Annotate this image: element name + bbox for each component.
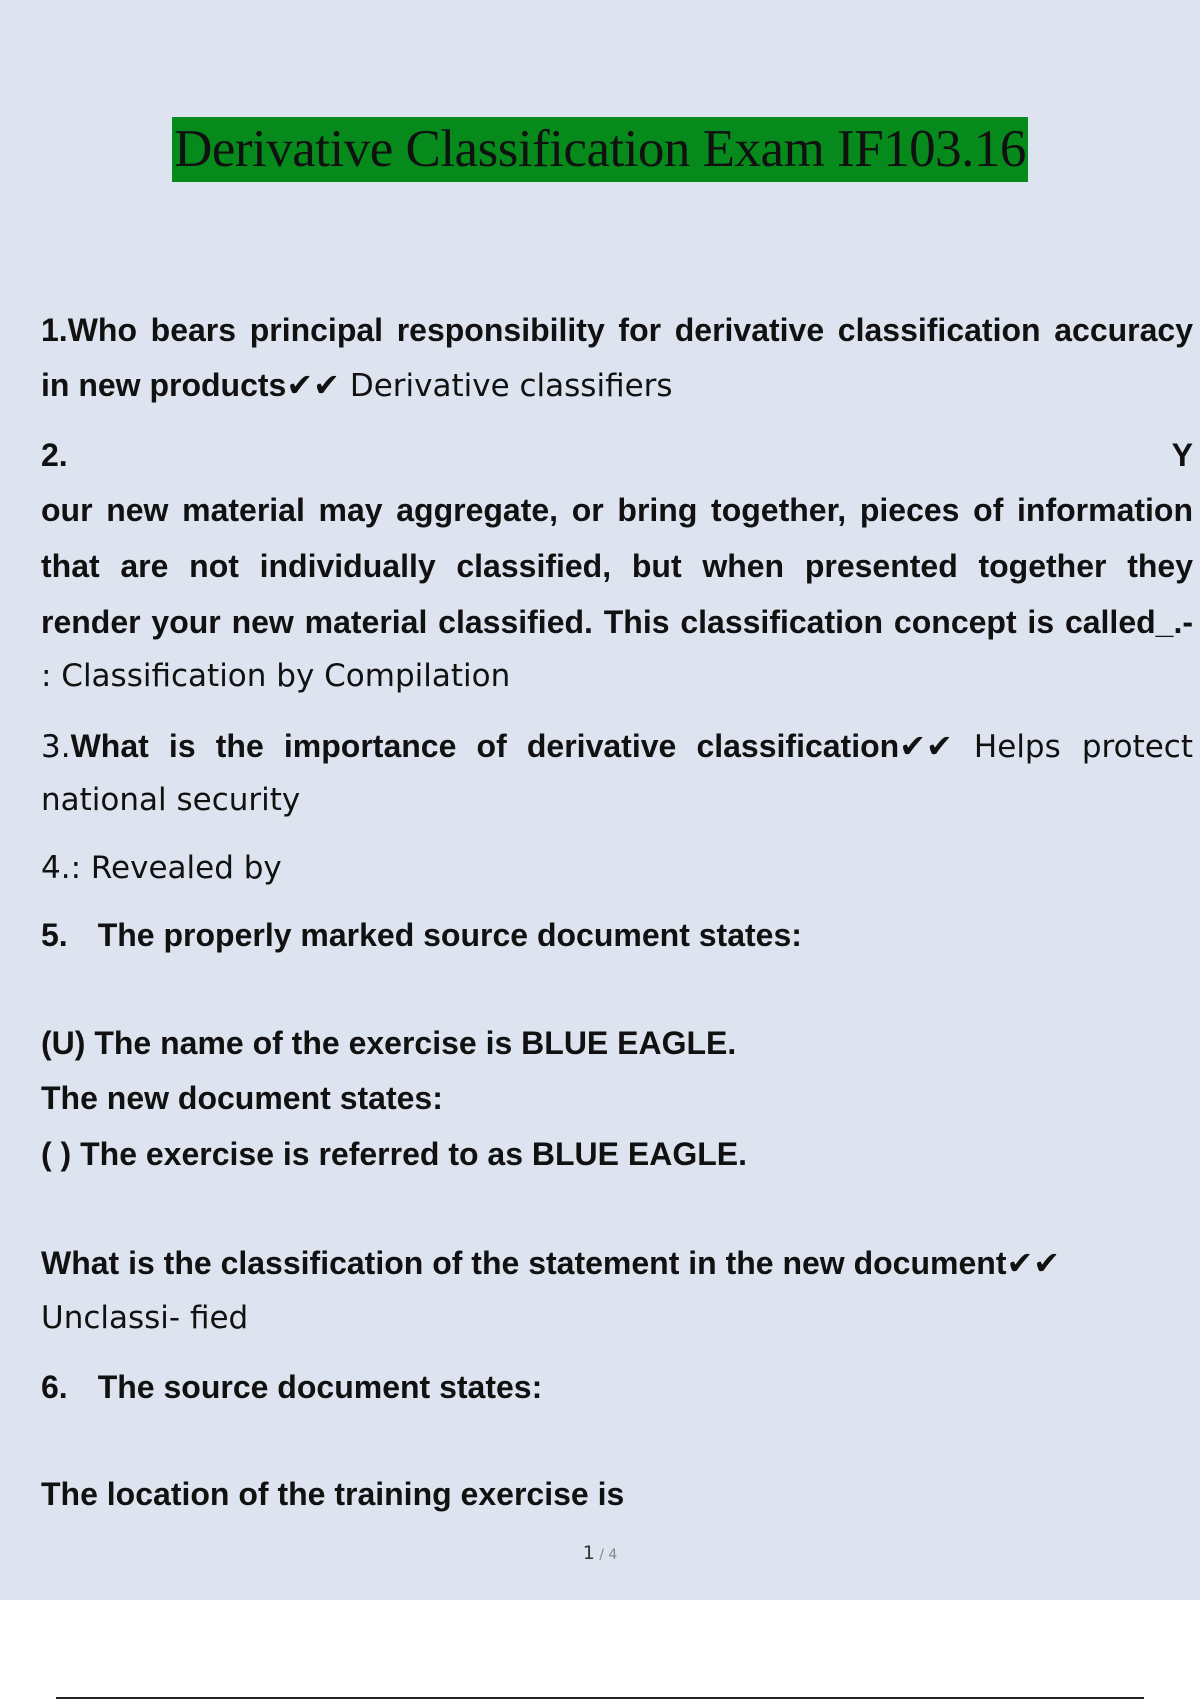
q3-answer-2: national security: [41, 782, 301, 818]
q3-line1: [41, 726, 1193, 767]
q5-question-line: [41, 1243, 1193, 1284]
q2-question-2: that are not individually classified, but when presented together they: [41, 548, 1193, 584]
q5-new-text: ( ) The exercise is referred to as BLUE EAGLE.: [41, 1136, 748, 1172]
q5-heading: The properly marked source document states:: [97, 917, 802, 953]
page-total: / 4: [594, 1547, 618, 1563]
q2-number-line: [41, 435, 1193, 476]
q5-answer: Unclassi- fied: [41, 1300, 249, 1336]
q3-answer-1: Helps protect: [952, 729, 1194, 765]
q1-line1: [41, 310, 1193, 351]
q1-line2: [41, 365, 1193, 406]
document-title: Derivative Classification Exam IF103.16: [172, 117, 1028, 182]
q2-answer: : Classification by Compilation: [41, 658, 511, 694]
q2-line3: [41, 602, 1193, 643]
q5-new-label-line: [41, 1078, 1193, 1119]
q1-question-cont: in new products✔✔: [41, 367, 340, 403]
q2-number: 2.: [41, 437, 68, 473]
q1-question: 1.Who bears principal responsibility for derivative classification accuracy: [41, 312, 1193, 348]
q5-number: 5.: [41, 917, 68, 953]
q2-question-3: render your new material classified. This classification concept is called_.-: [41, 604, 1193, 640]
q5-source-line: [41, 1023, 1193, 1064]
q2-question-1: our new material may aggregate, or bring together, pieces of information: [41, 492, 1193, 528]
q5-source-text: (U) The name of the exercise is BLUE EAGLE.: [41, 1025, 737, 1061]
page-number: [0, 1542, 1200, 1564]
q1-answer: Derivative classifiers: [339, 368, 673, 404]
q3-question: What is the importance of derivative classification✔✔: [70, 728, 953, 764]
q2-answer-line: [41, 656, 1193, 696]
q5-question: What is the classification of the statement in the new document✔✔: [41, 1245, 1061, 1281]
q3-line2: [41, 780, 1193, 820]
q2-y: Y: [1171, 437, 1193, 473]
q6-text: The location of the training exercise is: [41, 1476, 625, 1512]
q5-heading-line: [41, 915, 1193, 956]
page-current: 1: [582, 1542, 595, 1564]
title-wrap: [0, 117, 1200, 182]
q2-line1: [41, 490, 1193, 531]
page-divider-rule: [56, 1697, 1144, 1699]
q2-line2: [41, 546, 1193, 587]
q4-line: [41, 848, 1193, 888]
q4-text: 4.: Revealed by: [41, 850, 282, 886]
q6-text-line: [41, 1474, 1193, 1515]
q6-heading: The source document states:: [97, 1369, 543, 1405]
q6-heading-line: [41, 1367, 1193, 1408]
q5-answer-line: [41, 1298, 1193, 1338]
q5-new-text-line: [41, 1134, 1193, 1175]
q3-number: 3.: [41, 729, 71, 765]
q6-number: 6.: [41, 1369, 68, 1405]
q5-new-label: The new document states:: [41, 1080, 443, 1116]
